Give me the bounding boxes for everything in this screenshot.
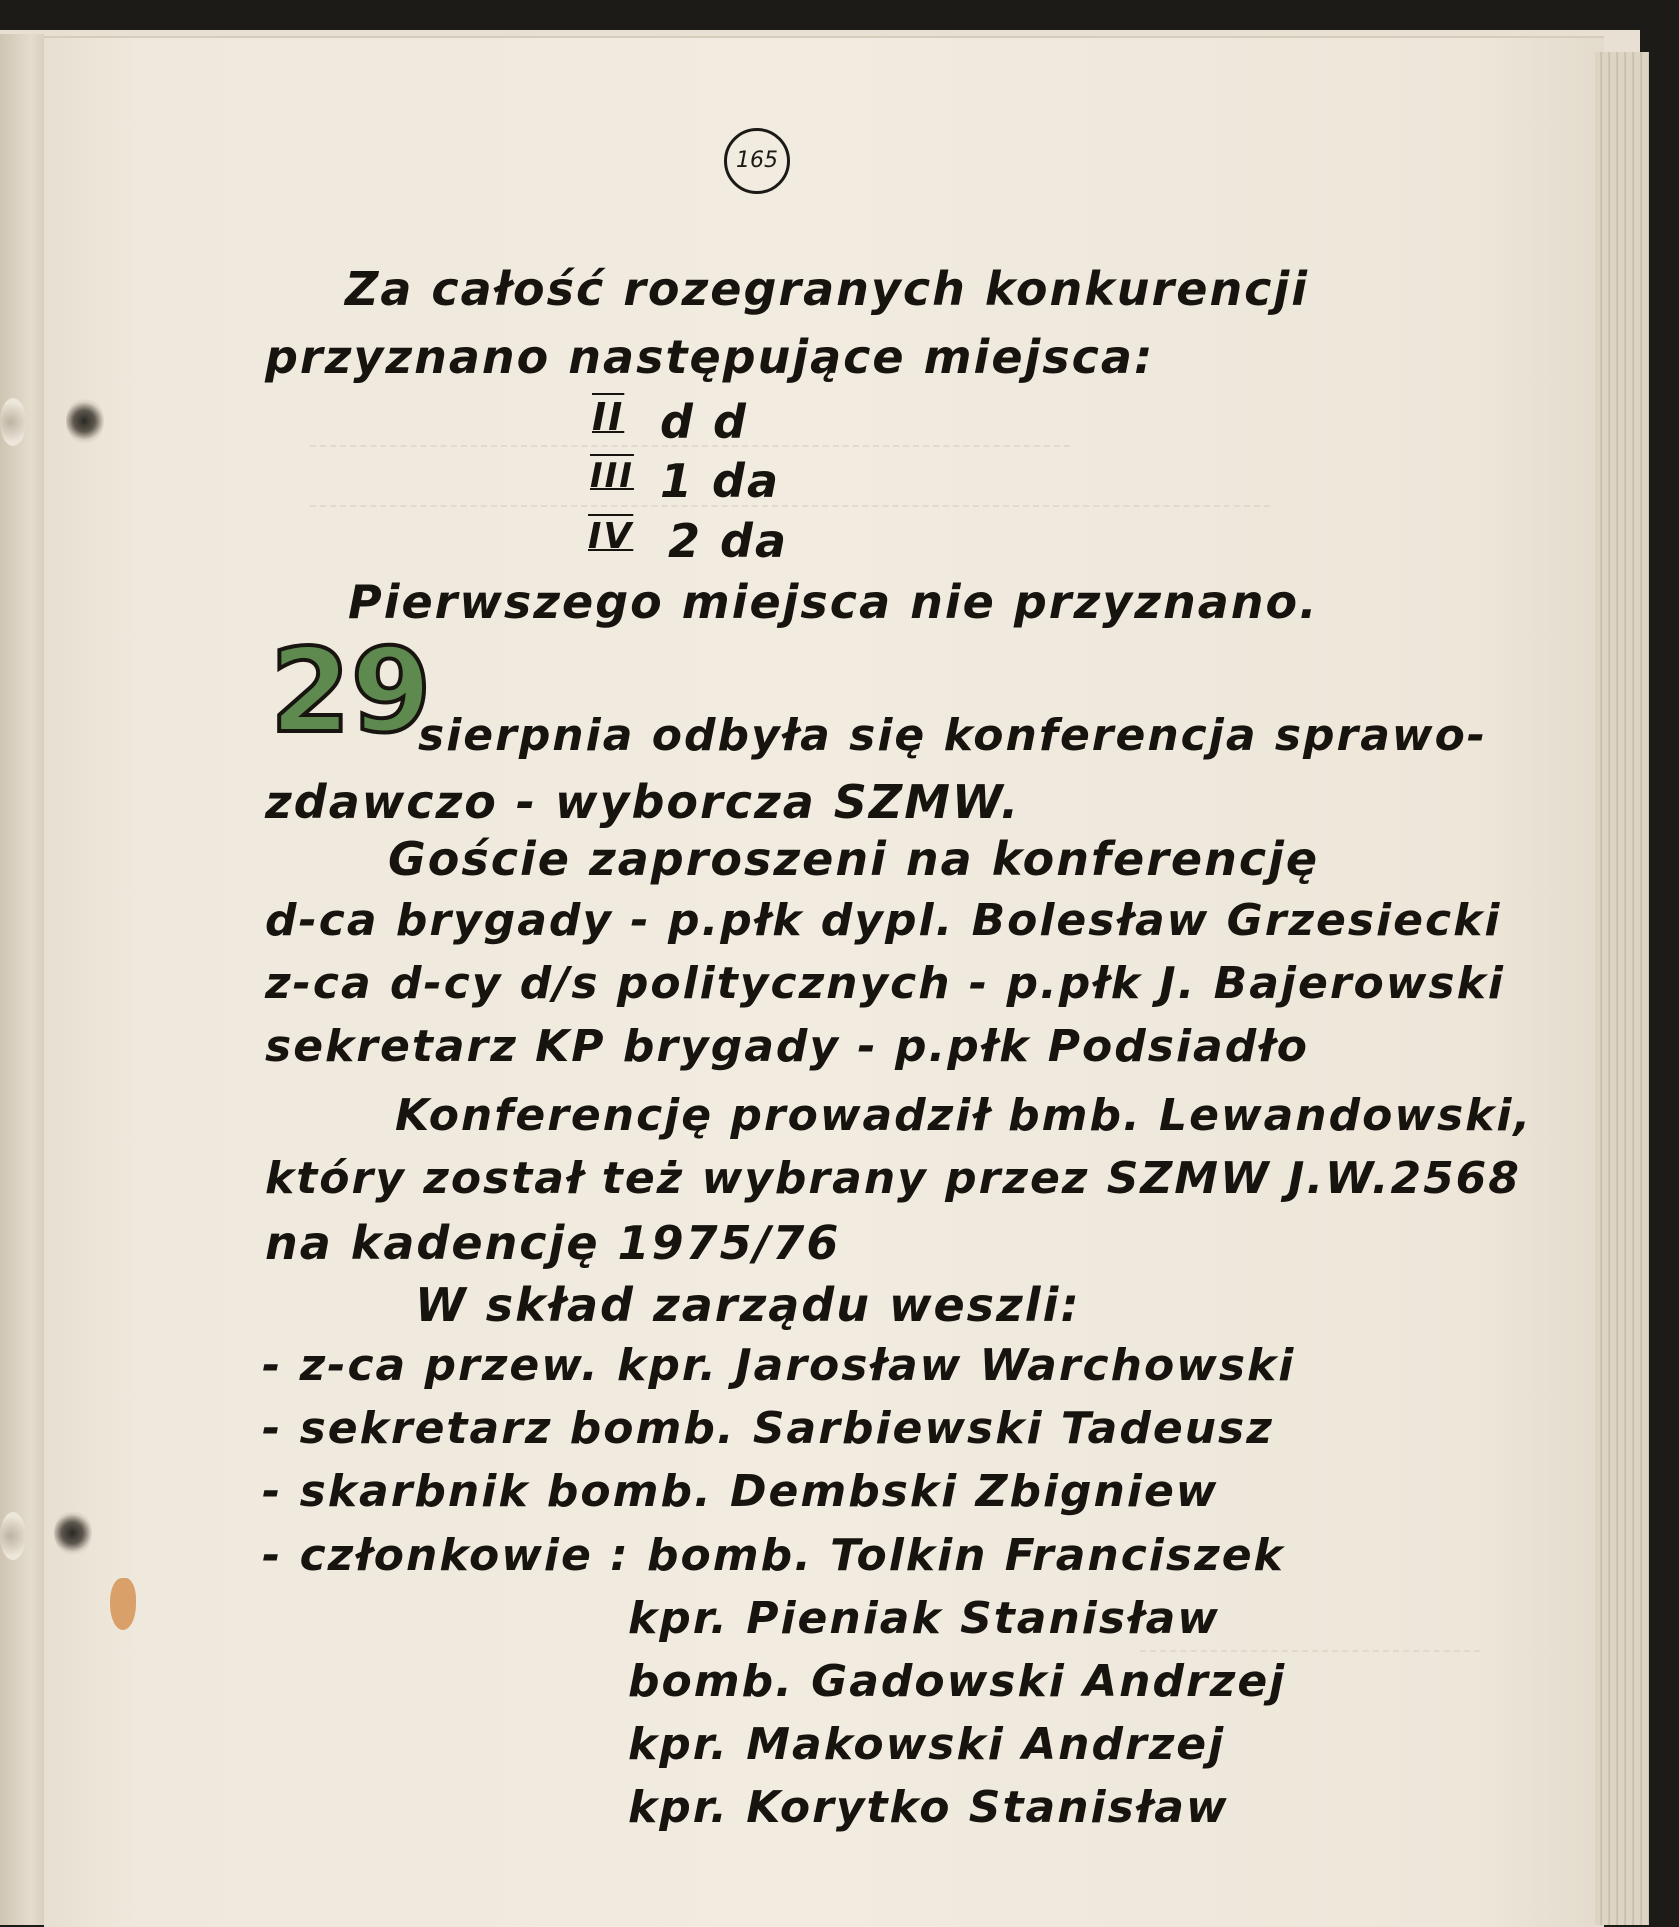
previous-page-edge: [0, 34, 44, 1925]
placement-rank: II: [592, 395, 625, 439]
paper-tear: [110, 1578, 136, 1630]
bleed-through: [310, 465, 1270, 507]
board-member: bomb. Gadowski Andrzej: [628, 1656, 1287, 1707]
page-edges: [1595, 52, 1649, 1925]
conference-line: sierpnia odbyła się konferencja sprawo-: [418, 710, 1488, 761]
date-numeral: 29: [270, 624, 432, 759]
leader-line: na kadencję 1975/76: [265, 1216, 841, 1270]
leader-line: który został też wybrany przez SZMW J.W.2568: [265, 1153, 1521, 1204]
guest-item: d-ca brygady - p.płk dypl. Bolesław Grzesiecki: [265, 895, 1502, 946]
intro-line: Za całość rozegranych konkurencji: [345, 262, 1309, 316]
board-member: kpr. Pieniak Stanisław: [628, 1593, 1220, 1644]
board-member: - sekretarz bomb. Sarbiewski Tadeusz: [262, 1403, 1274, 1454]
binder-hole-left: [0, 398, 26, 446]
guests-heading: Goście zaproszeni na konferencję: [388, 832, 1320, 886]
placement-rank: III: [590, 456, 634, 496]
guest-item: z-ca d-cy d/s politycznych - p.płk J. Bajerowski: [265, 958, 1505, 1009]
board-member: kpr. Korytko Stanisław: [628, 1782, 1229, 1833]
leader-line: Konferencję prowadził bmb. Lewandowski,: [395, 1090, 1533, 1141]
binder-hole: [66, 398, 104, 444]
board-heading: W skład zarządu weszli:: [415, 1278, 1081, 1332]
board-member: kpr. Makowski Andrzej: [628, 1719, 1226, 1770]
placement-result: 1 da: [660, 454, 780, 508]
first-place-note: Pierwszego miejsca nie przyznano.: [348, 575, 1319, 629]
placement-rank: IV: [588, 516, 634, 557]
board-member: - z-ca przew. kpr. Jarosław Warchowski: [262, 1340, 1296, 1391]
placement-result: 2 da: [668, 514, 788, 568]
board-member: - skarbnik bomb. Dembski Zbigniew: [262, 1466, 1219, 1517]
board-member: - członkowie : bomb. Tolkin Franciszek: [262, 1530, 1285, 1581]
page-number: 165: [724, 128, 790, 194]
intro-line: przyznano następujące miejsca:: [265, 330, 1155, 384]
binder-hole: [54, 1510, 92, 1556]
binder-hole-left: [0, 1512, 26, 1560]
guest-item: sekretarz KP brygady - p.płk Podsiadło: [265, 1021, 1309, 1072]
conference-line: zdawczo - wyborcza SZMW.: [265, 775, 1021, 829]
placement-result: d d: [660, 395, 748, 449]
